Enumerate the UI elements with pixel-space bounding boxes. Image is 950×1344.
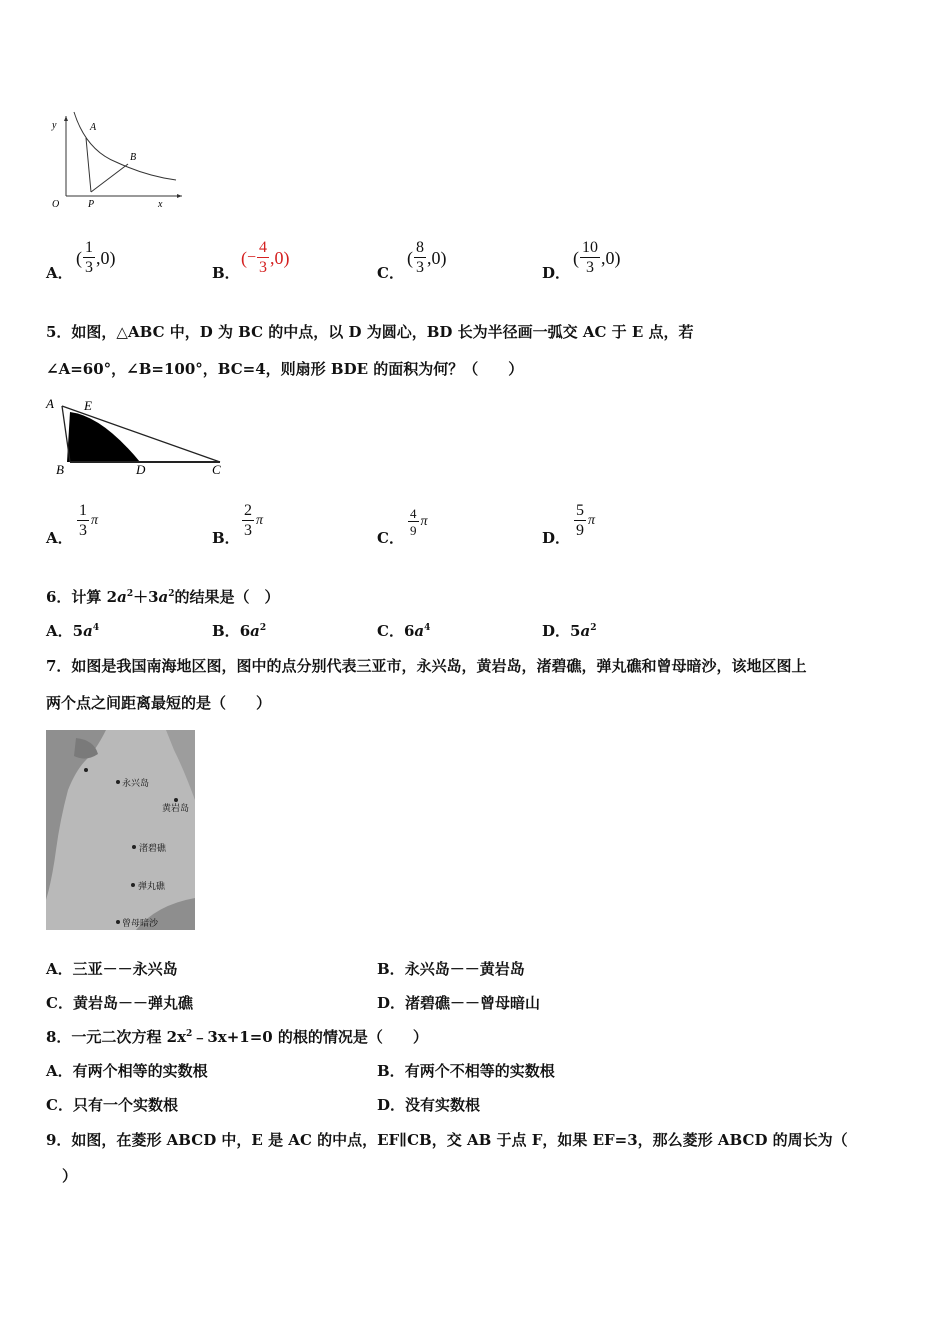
q8-option-d: D．没有实数根: [377, 1096, 481, 1114]
point-p-label: P: [88, 199, 95, 210]
vertex-c-label: C: [212, 462, 221, 477]
q4-option-d-value: ( $\frac{10}{3}$ ,0): [573, 239, 621, 276]
q7-option-b: B．永兴岛－－黄岩岛: [377, 960, 525, 978]
q4-option-a-value: ( $\frac{1}{3}$ ,0): [76, 239, 116, 276]
q5-option-d-letter: D．: [542, 529, 571, 547]
map-label-yongxing: 永兴岛: [122, 779, 150, 789]
q5-stem-line1: 5．如图，△ABC 中，D 为 BC 的中点，以 D 为圆心，BD 长为半径画一弧交 AC 于 E 点，若: [46, 323, 694, 341]
south-china-sea-map: [46, 730, 195, 930]
q5-option-b-letter: B．: [212, 529, 240, 547]
vertex-a-label: A: [46, 396, 54, 411]
q4-option-c-value: ( $\frac{8}{3}$ ,0): [407, 239, 447, 276]
q4-option-b-letter: B．: [212, 264, 240, 282]
q6-option-d: D．$5a^2$: [542, 622, 597, 640]
y-label: y: [52, 120, 57, 131]
q4-option-c-letter: C．: [377, 264, 404, 282]
q7-option-c: C．黄岩岛－－弹丸礁: [46, 994, 193, 1012]
q4-figure: [46, 110, 186, 215]
q5-option-c-value: $\frac{4}{9}$ π: [410, 506, 428, 538]
map-label-zhubi: 渚碧礁: [139, 844, 167, 854]
map-label-danwan: 弹丸礁: [138, 882, 166, 892]
sector-bde: [67, 412, 140, 462]
point-e-label: E: [84, 398, 92, 413]
q8-option-b: B．有两个不相等的实数根: [377, 1062, 555, 1080]
origin-label: O: [52, 199, 60, 210]
yongxing-dot: [116, 780, 120, 784]
q5-option-d-value: $\frac{5}{9}$ π: [576, 502, 596, 539]
point-b-label: B: [130, 152, 137, 163]
q7-stem-line2: 两个点之间距离最短的是（ ）: [46, 694, 272, 712]
q5-triangle-figure: [42, 394, 232, 479]
q7-option-d: D．渚碧礁－－曾母暗山: [377, 994, 541, 1012]
q6-option-b: B．$6a^2$: [212, 622, 267, 640]
q5-option-b-value: $\frac{2}{3}$ π: [244, 502, 264, 539]
map-label-huangyan: 黄岩岛: [162, 804, 190, 814]
q8-option-a: A．有两个相等的实数根: [46, 1062, 208, 1080]
q6-option-a: A．$5a^4$: [46, 622, 100, 640]
q5-option-a-letter: A．: [46, 529, 73, 547]
map-label-zengmu: 曾母暗沙: [122, 919, 159, 929]
q5-option-a-value: $\frac{1}{3}$ π: [79, 502, 99, 539]
point-d-label: D: [136, 462, 146, 477]
q5-stem-line2: ∠A=60°，∠B=100°，BC=4，则扇形 BDE 的面积为何？（ ）: [46, 360, 524, 378]
segment-ap: [86, 138, 91, 192]
zengmu-dot: [116, 920, 120, 924]
q4-option-d-letter: D．: [542, 264, 571, 282]
vertex-b-label: B: [56, 462, 64, 477]
q4-option-a-letter: A．: [46, 264, 73, 282]
q5-option-c-letter: C．: [377, 529, 404, 547]
q9-stem-line2: ）: [62, 1167, 78, 1185]
q6-option-c: C．$6a^4$: [377, 622, 431, 640]
q8-stem: 8．一元二次方程 $2x^2﹣3x+1=0$ 的根的情况是（ ）: [46, 1028, 428, 1046]
danwan-dot: [131, 883, 135, 887]
zhubi-dot: [132, 845, 136, 849]
q7-option-a: A．三亚－－永兴岛: [46, 960, 178, 978]
huangyan-dot: [174, 798, 178, 802]
q9-stem-line1: 9．如图，在菱形 ABCD 中，E 是 AC 的中点，EF∥CB，交 AB 于点 F，如果 EF=3，那么菱形 ABCD 的周长为（: [46, 1131, 848, 1149]
q6-stem: 6．计算 $2a^2+3a^2$的结果是（ ）: [46, 588, 280, 606]
sanya-dot: [84, 768, 88, 772]
x-label: x: [158, 199, 163, 210]
q8-option-c: C．只有一个实数根: [46, 1096, 178, 1114]
point-a-label: A: [90, 122, 97, 133]
q4-option-b-value: ( − $\frac{4}{3}$ ,0): [241, 239, 290, 276]
segment-pb: [91, 164, 128, 192]
q7-stem-line1: 7．如图是我国南海地区图，图中的点分别代表三亚市，永兴岛，黄岩岛，渚碧礁，弹丸礁和曾母暗沙，该地区图上: [46, 657, 807, 675]
